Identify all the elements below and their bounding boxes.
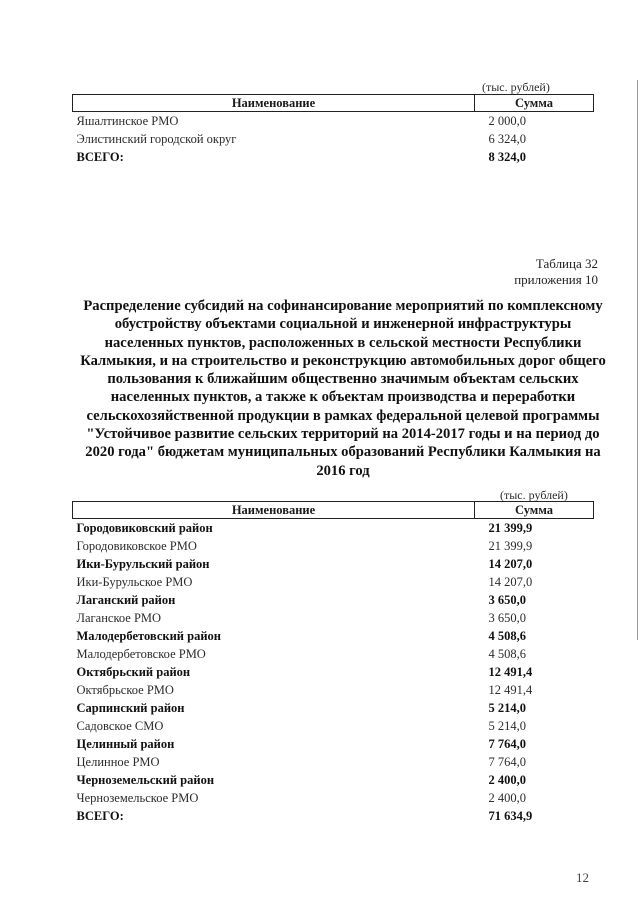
- table1-header-name: Наименование: [73, 95, 475, 112]
- row-name: Черноземельский район: [76, 773, 215, 787]
- table2-body: [73, 519, 594, 826]
- row-name: Элистинский городской округ: [76, 132, 237, 146]
- row-name: Целинный район: [76, 737, 175, 751]
- table-row: [73, 591, 594, 609]
- row-sum: 71 634,9: [488, 809, 533, 823]
- table-row: [73, 681, 594, 699]
- row-sum: 8 324,0: [488, 150, 526, 164]
- row-name: Лаганское РМО: [76, 611, 162, 625]
- table-row: [73, 735, 594, 753]
- row-name: Черноземельское РМО: [76, 791, 199, 805]
- row-sum: 2 400,0: [488, 773, 526, 787]
- row-name: Лаганский район: [76, 593, 176, 607]
- row-name: Целинное РМО: [76, 755, 160, 769]
- row-sum: 21 399,9: [488, 521, 533, 535]
- table-caption: [514, 256, 598, 288]
- row-name: Садовское СМО: [76, 719, 164, 733]
- row-sum: 5 214,0: [488, 701, 526, 715]
- row-name: ВСЕГО:: [76, 150, 124, 164]
- table-row: [73, 537, 594, 555]
- row-name: Ики-Бурульский район: [76, 557, 210, 571]
- row-name: ВСЕГО:: [76, 809, 124, 823]
- table-row: [73, 699, 594, 717]
- row-sum: 21 399,9: [488, 539, 533, 553]
- table-row: [73, 148, 594, 166]
- table-row: [73, 771, 594, 789]
- row-name: Яшалтинское РМО: [76, 114, 179, 128]
- table2-units: (тыс. рублей): [500, 488, 568, 502]
- table-row: [73, 627, 594, 645]
- table-row: [73, 807, 594, 825]
- table-row: [73, 130, 594, 148]
- row-name: Городовиковский район: [76, 521, 213, 535]
- row-sum: 2 000,0: [488, 114, 526, 128]
- table-row: [73, 555, 594, 573]
- table-row: [73, 573, 594, 591]
- scan-edge-line: [637, 80, 638, 640]
- table1-body: [73, 112, 594, 167]
- row-name: Малодербетовский район: [76, 629, 221, 643]
- row-name: Сарпинский район: [76, 701, 185, 715]
- table2-header-sum: Сумма: [475, 502, 594, 519]
- row-sum: 7 764,0: [488, 755, 526, 769]
- row-sum: 4 508,6: [488, 647, 526, 661]
- row-sum: 3 650,0: [488, 611, 526, 625]
- row-name: Малодербетовское РМО: [76, 647, 206, 661]
- row-sum: 14 207,0: [488, 557, 533, 571]
- table1: [72, 94, 594, 166]
- row-name: Октябрьское РМО: [76, 683, 174, 697]
- table-row: [73, 112, 594, 131]
- table-row: [73, 663, 594, 681]
- table1-header-sum: Сумма: [475, 95, 594, 112]
- row-sum: 12 491,4: [488, 683, 533, 697]
- caption-appendix: приложения 10: [514, 272, 598, 287]
- table-row: [73, 645, 594, 663]
- page-number: 12: [576, 870, 589, 885]
- table-row: [73, 519, 594, 538]
- table-row: [73, 789, 594, 807]
- row-sum: 12 491,4: [488, 665, 533, 679]
- table2-header-name: Наименование: [73, 502, 475, 519]
- table1-units: (тыс. рублей): [482, 80, 550, 94]
- caption-table-number: Таблица 32: [535, 256, 598, 271]
- row-sum: 14 207,0: [488, 575, 533, 589]
- row-name: Ики-Бурульское РМО: [76, 575, 193, 589]
- table-row: [73, 717, 594, 735]
- document-title: Распределение субсидий на софинансирование мероприятий по комплексному обустройству объектами социальной и инженерной инфраструктуры населенных пунктов, расположенных в сельской местности Республики Калмыкия, и на строительство и реконструкцию автомобильных дорог общего пользования к ближайшим общественно значимым объектам сельских населенных пунктов, а также к объектам производства и переработки сельскохозяйственной продукции в рамках федеральной целевой программы "Устойчивое развитие сельских территорий на 2014-2017 годы и на период до 2020 года" бюджетам муниципальных образований Республики Калмыкия на 2016 год: [80, 298, 606, 479]
- row-sum: 3 650,0: [488, 593, 526, 607]
- row-sum: 5 214,0: [488, 719, 526, 733]
- row-name: Октябрьский район: [76, 665, 191, 679]
- table-row: [73, 609, 594, 627]
- row-sum: 6 324,0: [488, 132, 526, 146]
- row-sum: 7 764,0: [488, 737, 526, 751]
- table1-header-row: [73, 95, 594, 112]
- row-sum: 4 508,6: [488, 629, 526, 643]
- row-sum: 2 400,0: [488, 791, 526, 805]
- table2: [72, 501, 594, 825]
- table-row: [73, 753, 594, 771]
- row-name: Городовиковское РМО: [76, 539, 197, 553]
- table2-header-row: [73, 502, 594, 519]
